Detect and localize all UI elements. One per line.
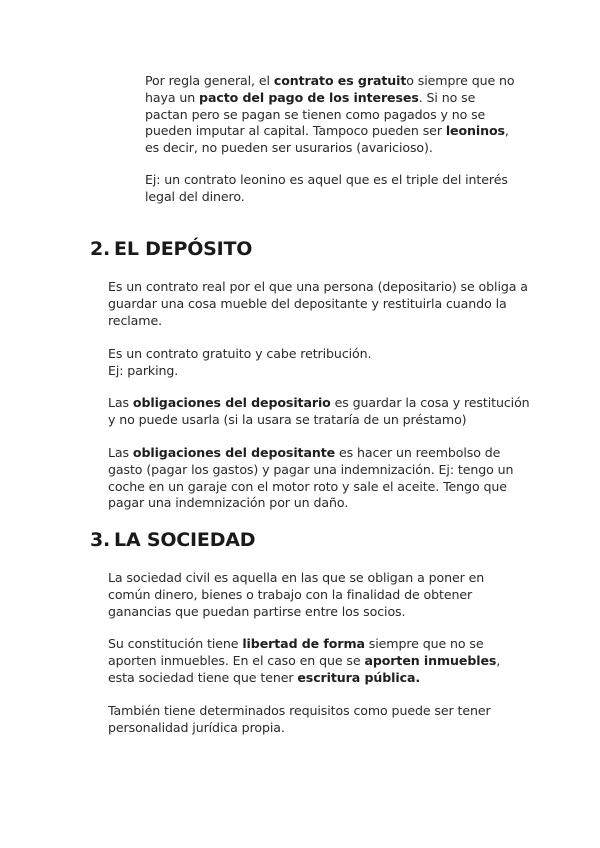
text: Su constitución tiene	[108, 636, 243, 651]
sociedad-paragraph-3	[108, 703, 518, 737]
text: . Si no se pactan pero se pagan se tienen como pagados y no se pueden imputar al capital. Tampoco pueden ser	[145, 89, 486, 139]
sociedad-paragraph-1	[108, 570, 518, 620]
text: siempre que no se aporten inmuebles. En el caso en que se	[108, 636, 484, 668]
deposito-paragraph-1	[108, 279, 533, 329]
text: Las	[108, 445, 133, 460]
bold-text: aporten inmuebles	[364, 652, 497, 668]
section-heading-sociedad	[90, 529, 255, 551]
bold-text: libertad de forma	[242, 636, 365, 651]
text: es guardar la cosa y restitución y no puede usarla (si la usara se trataría de un préstamo)	[108, 395, 530, 427]
deposito-paragraph-4	[108, 445, 533, 512]
section-title: LA SOCIEDAD	[114, 529, 256, 551]
section-heading-deposito	[90, 238, 252, 260]
intro-paragraph-1	[145, 73, 520, 157]
text: Es un contrato real por el que una persona (depositario) se obliga a guardar una cosa mueble del depositante y restituirla cuando la reclame.	[108, 279, 528, 328]
deposito-paragraph-2	[108, 346, 533, 380]
text: También tiene determinados requisitos como puede ser tener personalidad jurídica propia.	[108, 703, 491, 735]
section-number: 2.	[90, 238, 111, 260]
example-text: Ej: un contrato leonino es aquel que es el triple del interés legal del dinero.	[145, 172, 508, 204]
text: Ej: parking.	[108, 362, 179, 378]
text: es hacer un reembolso de gasto (pagar los gastos) y pagar una indemnización. Ej: tengo un coche en un garaje con el motor roto y sale el aceite. Tengo que pagar una indemnización por un daño.	[108, 445, 514, 511]
text: Las	[108, 395, 133, 410]
text: , es decir, no pueden ser usurarios (avaricioso).	[145, 123, 509, 156]
bold-text: escritura pública.	[297, 669, 421, 685]
text: La sociedad civil es aquella en las que se obligan a poner en común dinero, bienes o trabajo con la finalidad de obtener ganancias que puedan partirse entre los socios.	[108, 570, 485, 619]
text: Es un contrato gratuito y cabe retribución.	[108, 346, 372, 361]
text: , esta sociedad tiene que tener	[108, 652, 501, 685]
section-number: 3.	[90, 529, 111, 551]
bold-text: leoninos	[445, 123, 505, 139]
bold-text: pacto del pago de los intereses	[199, 89, 419, 105]
deposito-paragraph-3	[108, 395, 533, 429]
intro-paragraph-2	[145, 172, 520, 206]
sociedad-paragraph-2	[108, 636, 518, 686]
text: Por regla general, el	[145, 73, 274, 88]
bold-text: contrato es gratuit	[273, 73, 407, 88]
text: o siempre que no haya un	[145, 73, 515, 105]
section-title: EL DEPÓSITO	[114, 238, 253, 260]
bold-text: obligaciones del depositario	[132, 395, 331, 410]
bold-text: obligaciones del depositante	[132, 445, 336, 460]
